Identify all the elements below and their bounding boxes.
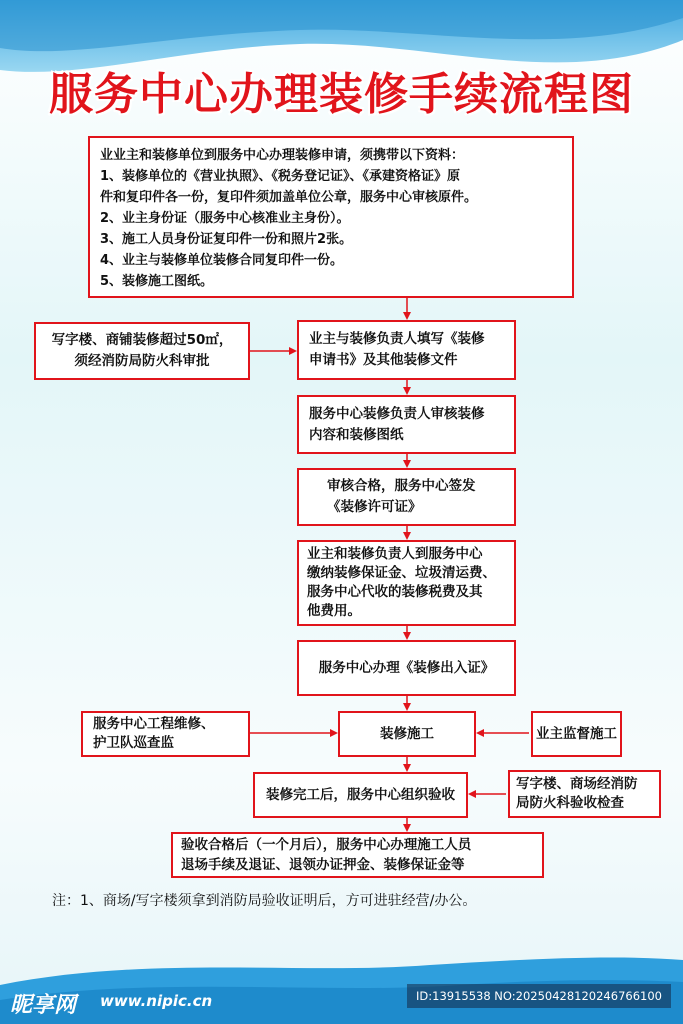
pay-fees-line: 他费用。 (307, 603, 361, 619)
requirements-line: 3、施工人员身份证复印件一份和照片2张。 (100, 232, 353, 247)
fire-inspection-line1: 写字楼、商场经消防 (516, 776, 638, 792)
patrol-line2: 护卫队巡查监 (93, 735, 174, 751)
fire-inspection-line2: 局防火科验收检查 (516, 795, 624, 811)
watermark-url: www.nipic.cn (100, 992, 213, 1010)
fire-approval-line1: 写字楼、商铺装修超过50㎡， (51, 332, 233, 348)
final-line1: 验收合格后（一个月后），服务中心办理施工人员 (181, 837, 472, 853)
fire-approval-line2: 须经消防局防火科审批 (74, 353, 210, 369)
pay-fees-line: 业主和装修负责人到服务中心 (307, 546, 483, 562)
watermark-id: ID:13915538 NO:20250428120246766100 (407, 984, 671, 1008)
requirements-line: 2、业主身份证（服务中心核准业主身份）。 (100, 211, 350, 226)
fill-application-box (297, 320, 516, 380)
patrol-line1: 服务中心工程维修、 (93, 716, 215, 732)
page-title: 服务中心办理装修手续流程图 (49, 69, 634, 120)
issue-permit-box (297, 468, 516, 526)
watermark-logo: 昵享网 (10, 993, 77, 1018)
fill-application-line2: 申请书》及其他装修文件 (309, 352, 458, 368)
construction-box (338, 711, 476, 757)
pay-fees-line: 服务中心代收的装修税费及其 (307, 584, 483, 600)
access-pass-box (297, 640, 516, 696)
fill-application-line1: 业主与装修负责人填写《装修 (309, 331, 485, 347)
patrol-box (81, 711, 250, 757)
final-box (171, 832, 544, 878)
fire-inspection-box (508, 770, 661, 818)
issue-permit-line1: 审核合格，服务中心签发 (327, 478, 476, 494)
review-content-line1: 服务中心装修负责人审核装修 (309, 405, 485, 422)
construction-text: 装修施工 (380, 725, 434, 742)
review-content-line2: 内容和装修图纸 (309, 426, 404, 443)
review-content-box (297, 395, 516, 454)
owner-supervise-text: 业主监督施工 (536, 725, 617, 742)
requirements-line: 业业主和装修单位到服务中心办理装修申请，须携带以下资料： (100, 148, 465, 163)
issue-permit-line2: 《装修许可证》 (327, 499, 422, 515)
fire-approval-box (34, 322, 250, 380)
owner-supervise-box (531, 711, 622, 757)
requirements-line: 1、装修单位的《营业执照》、《税务登记证》、《承建资格证》原 (100, 169, 461, 184)
requirements-box (88, 136, 574, 298)
requirements-line: 4、业主与装修单位装修合同复印件一份。 (100, 253, 344, 268)
access-pass-text: 服务中心办理《装修出入证》 (318, 659, 495, 676)
completion-text: 装修完工后，服务中心组织验收 (266, 786, 455, 803)
requirements-line: 件和复印件各一份，复印件须加盖单位公章，服务中心审核原件。 (100, 190, 478, 205)
footer-note: 注：1、商场/写字楼须拿到消防局验收证明后，方可进驻经营/办公。 (52, 893, 477, 909)
pay-fees-box (297, 540, 516, 626)
requirements-line: 5、装修施工图纸。 (100, 274, 214, 289)
final-line2: 退场手续及退证、退领办证押金、装修保证金等 (181, 857, 465, 873)
completion-box (253, 772, 468, 818)
pay-fees-line: 缴纳装修保证金、垃圾清运费、 (307, 565, 496, 581)
